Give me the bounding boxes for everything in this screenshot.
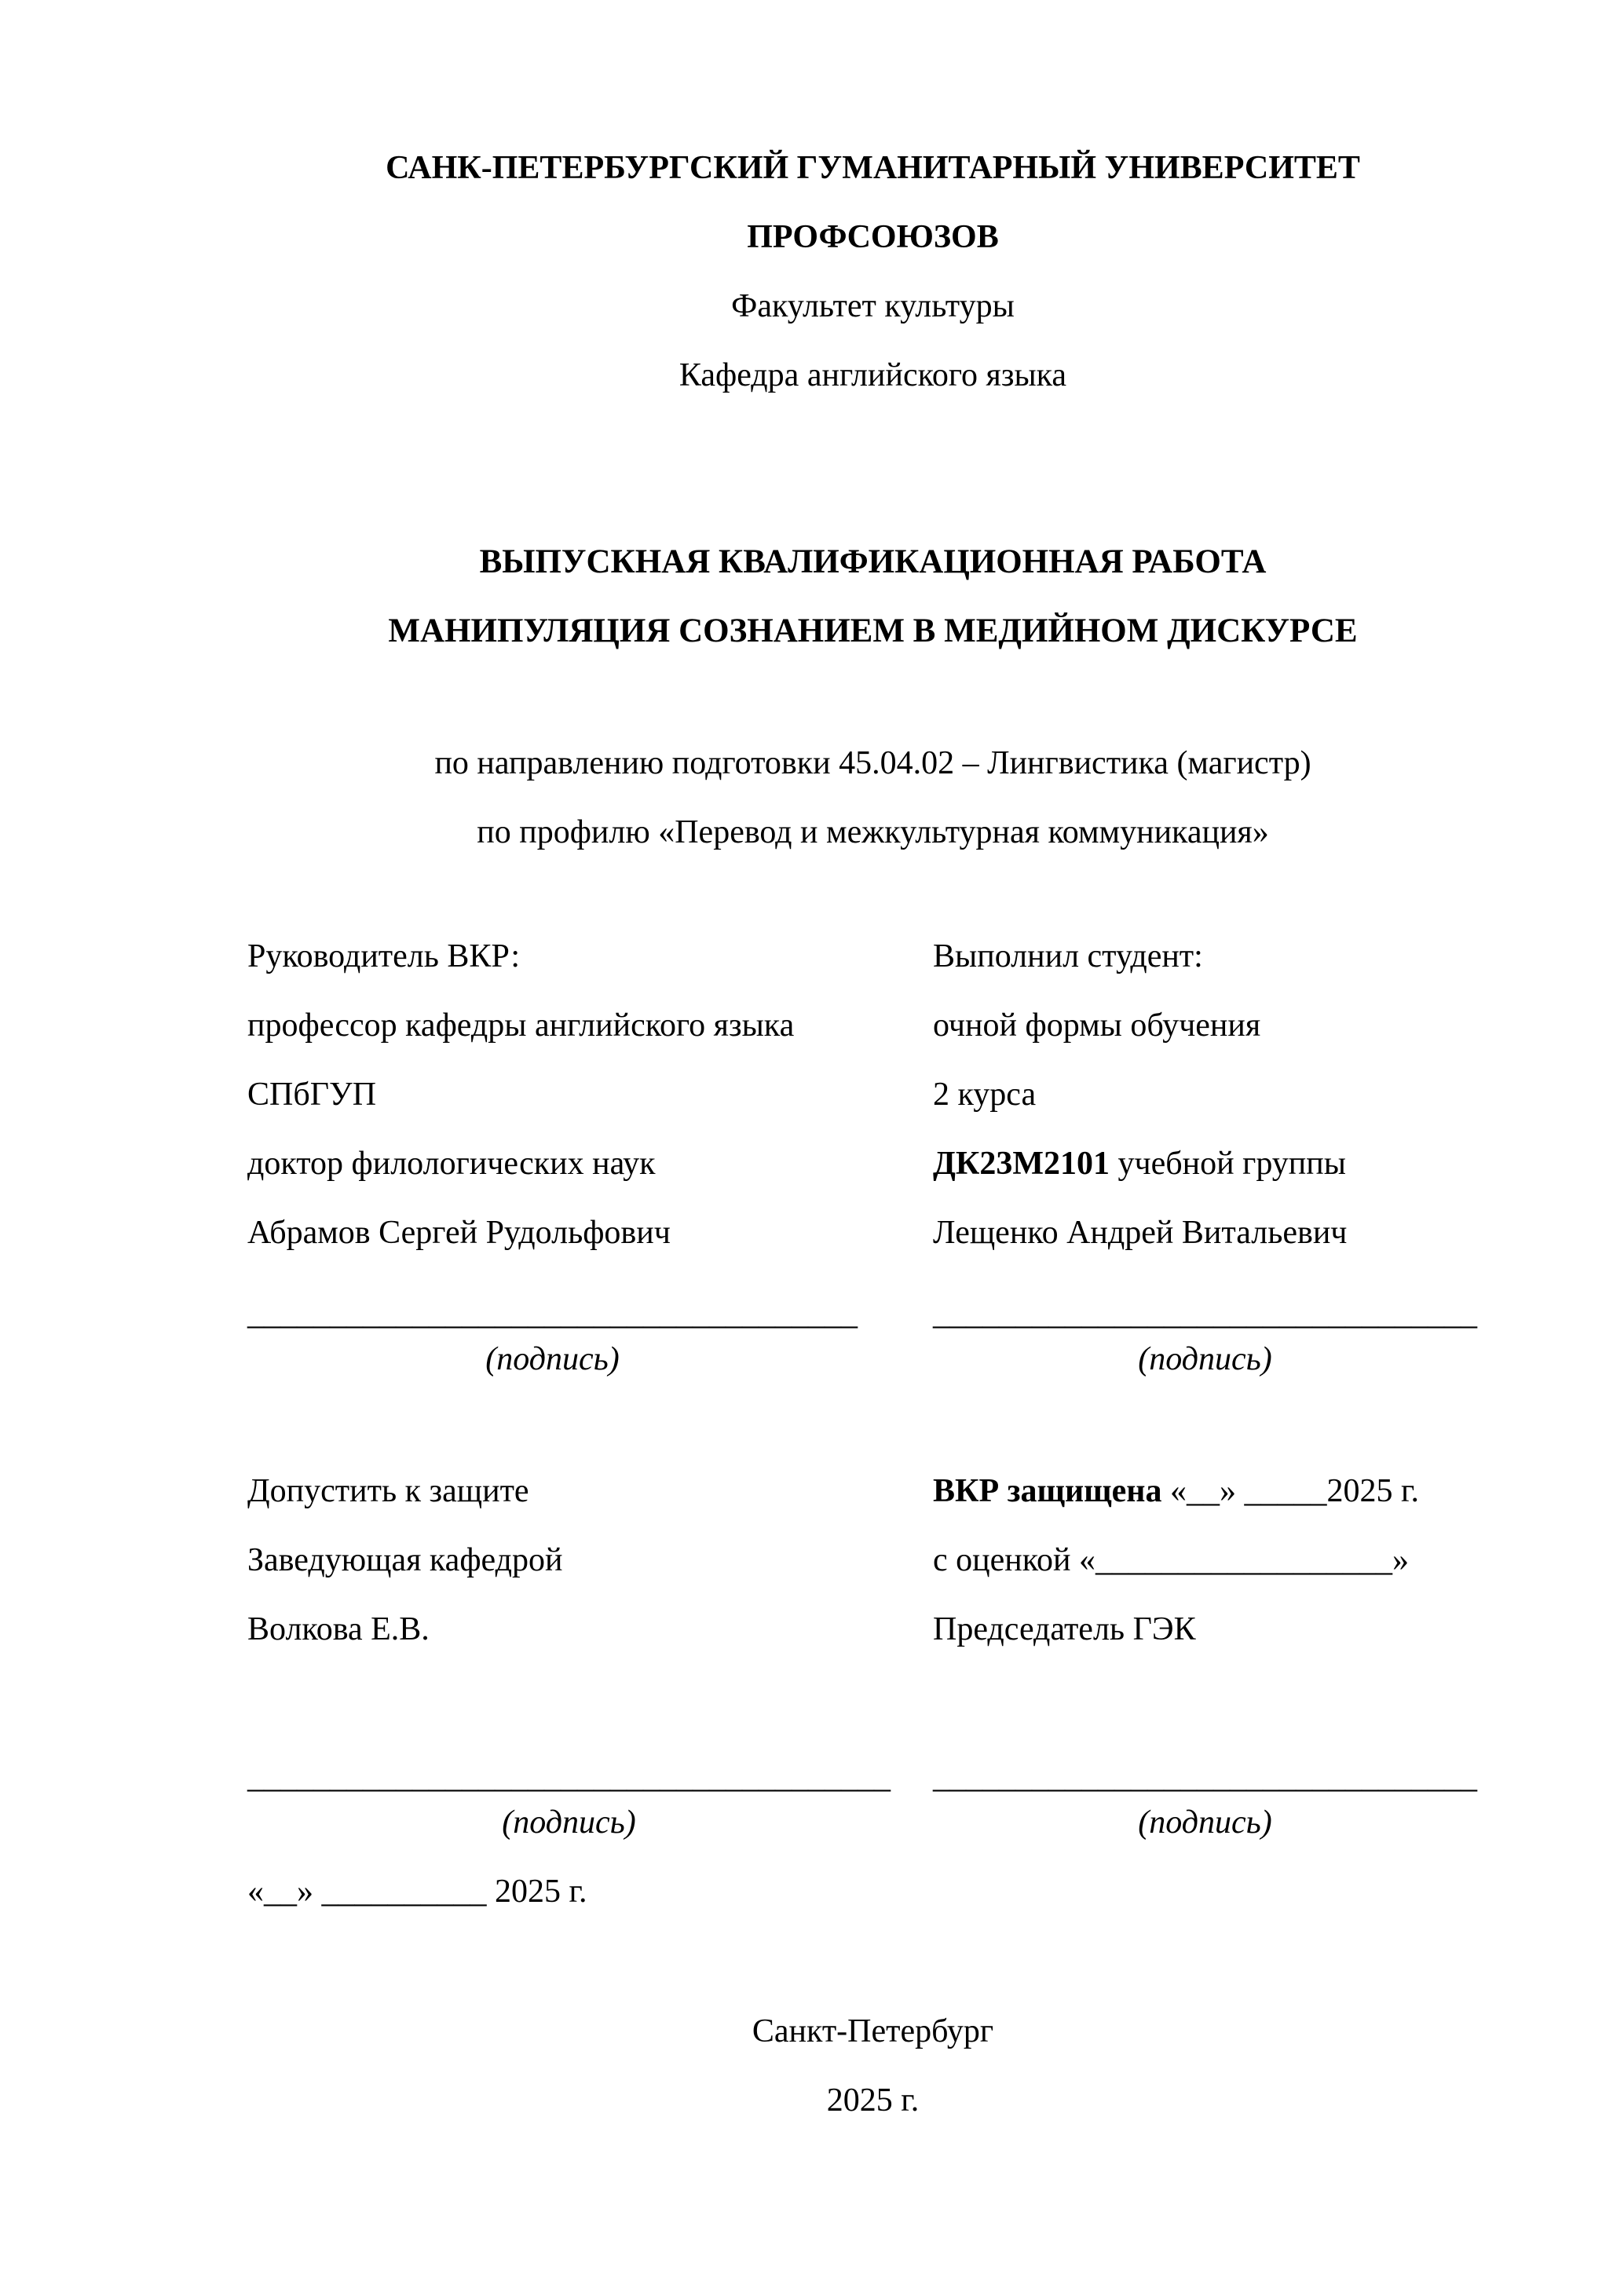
department-name: Кафедра английского языка xyxy=(678,357,1067,393)
student-role-label: Выполнил студент: xyxy=(933,938,1203,974)
defense-chair: Председатель ГЭК xyxy=(933,1611,1196,1647)
chair-signature xyxy=(933,1742,1477,1857)
student-signature-caption: (подпись) xyxy=(1138,1341,1272,1377)
supervisor-signature xyxy=(247,1279,858,1394)
supervisor-degree: доктор филологических наук xyxy=(247,1146,656,1182)
defense-grade-line: с оценкой «__________________» xyxy=(933,1542,1409,1578)
faculty-name: Факультет культуры xyxy=(731,288,1015,324)
supervisor-role-label: Руководитель ВКР: xyxy=(247,938,521,974)
student-signature xyxy=(933,1279,1477,1394)
chair-signature-line: _________________________________ xyxy=(933,1759,1477,1795)
thesis-type-line: ВЫПУСКНАЯ КВАЛИФИКАЦИОННАЯ РАБОТА xyxy=(479,543,1267,580)
defense-block xyxy=(933,1457,1498,1664)
supervisor-position-line2: СПбГУП xyxy=(247,1077,377,1113)
supervisor-name: Абрамов Сергей Рудольфович xyxy=(247,1215,671,1251)
student-study-form: очной формы обучения xyxy=(933,1007,1261,1044)
student-group-code: ДК23М2101 xyxy=(933,1146,1110,1182)
admission-block xyxy=(247,1457,933,1664)
thesis-title xyxy=(247,528,1498,666)
people-block xyxy=(247,922,1498,1267)
student-name: Лещенко Андрей Витальевич xyxy=(933,1215,1348,1251)
signature-row-2 xyxy=(247,1742,1498,1857)
university-name xyxy=(247,133,1498,272)
footer-city: Санкт-Петербург xyxy=(752,2013,994,2049)
university-name-line2: ПРОФСОЮЗОВ xyxy=(747,219,999,255)
footer xyxy=(247,1997,1498,2135)
university-name-line1: САНК-ПЕТЕРБУРГСКИЙ ГУМАНИТАРНЫЙ УНИВЕРСИТЕТ xyxy=(386,150,1360,186)
defense-result-label: ВКР защищена xyxy=(933,1473,1162,1509)
chair-signature-caption: (подпись) xyxy=(1138,1804,1272,1841)
student-block xyxy=(933,922,1498,1267)
admission-line2: Заведующая кафедрой xyxy=(247,1542,563,1578)
program-info xyxy=(247,729,1498,867)
footer-year: 2025 г. xyxy=(826,2082,920,2119)
program-direction: по направлению подготовки 45.04.02 – Лингвистика (магистр) xyxy=(434,745,1311,781)
supervisor-position-line1: профессор кафедры английского языка xyxy=(247,1007,795,1044)
student-signature-cell xyxy=(933,1279,1498,1394)
supervisor-signature-caption: (подпись) xyxy=(485,1341,620,1377)
supervisor-block xyxy=(247,922,933,1267)
thesis-topic-line: МАНИПУЛЯЦИЯ СОЗНАНИЕМ В МЕДИЙНОМ ДИСКУРСЕ xyxy=(388,612,1358,649)
chair-signature-cell xyxy=(933,1742,1498,1857)
admission-head-name: Волкова Е.В. xyxy=(247,1611,430,1647)
supervisor-signature-cell xyxy=(247,1279,933,1394)
signature-row-1 xyxy=(247,1279,1498,1394)
admission-date-line: «__» __________ 2025 г. xyxy=(247,1874,587,1910)
admission-signature-line: _______________________________________ xyxy=(247,1759,891,1795)
admission-signature-caption: (подпись) xyxy=(502,1804,636,1841)
defense-result-line xyxy=(933,1457,1498,1526)
admission-defense-block xyxy=(247,1457,1498,1664)
student-signature-line: _________________________________ xyxy=(933,1296,1477,1332)
program-profile: по профилю «Перевод и межкультурная коммуникация» xyxy=(477,814,1269,850)
admission-signature-cell xyxy=(247,1742,933,1857)
admission-line1: Допустить к защите xyxy=(247,1473,529,1509)
student-course: 2 курса xyxy=(933,1077,1037,1113)
supervisor-signature-line: _____________________________________ xyxy=(247,1296,858,1332)
student-group-line xyxy=(933,1129,1498,1198)
student-group-rest: учебной группы xyxy=(1110,1146,1346,1182)
admission-signature xyxy=(247,1742,891,1857)
defense-result-rest: «__» _____2025 г. xyxy=(1161,1473,1419,1509)
